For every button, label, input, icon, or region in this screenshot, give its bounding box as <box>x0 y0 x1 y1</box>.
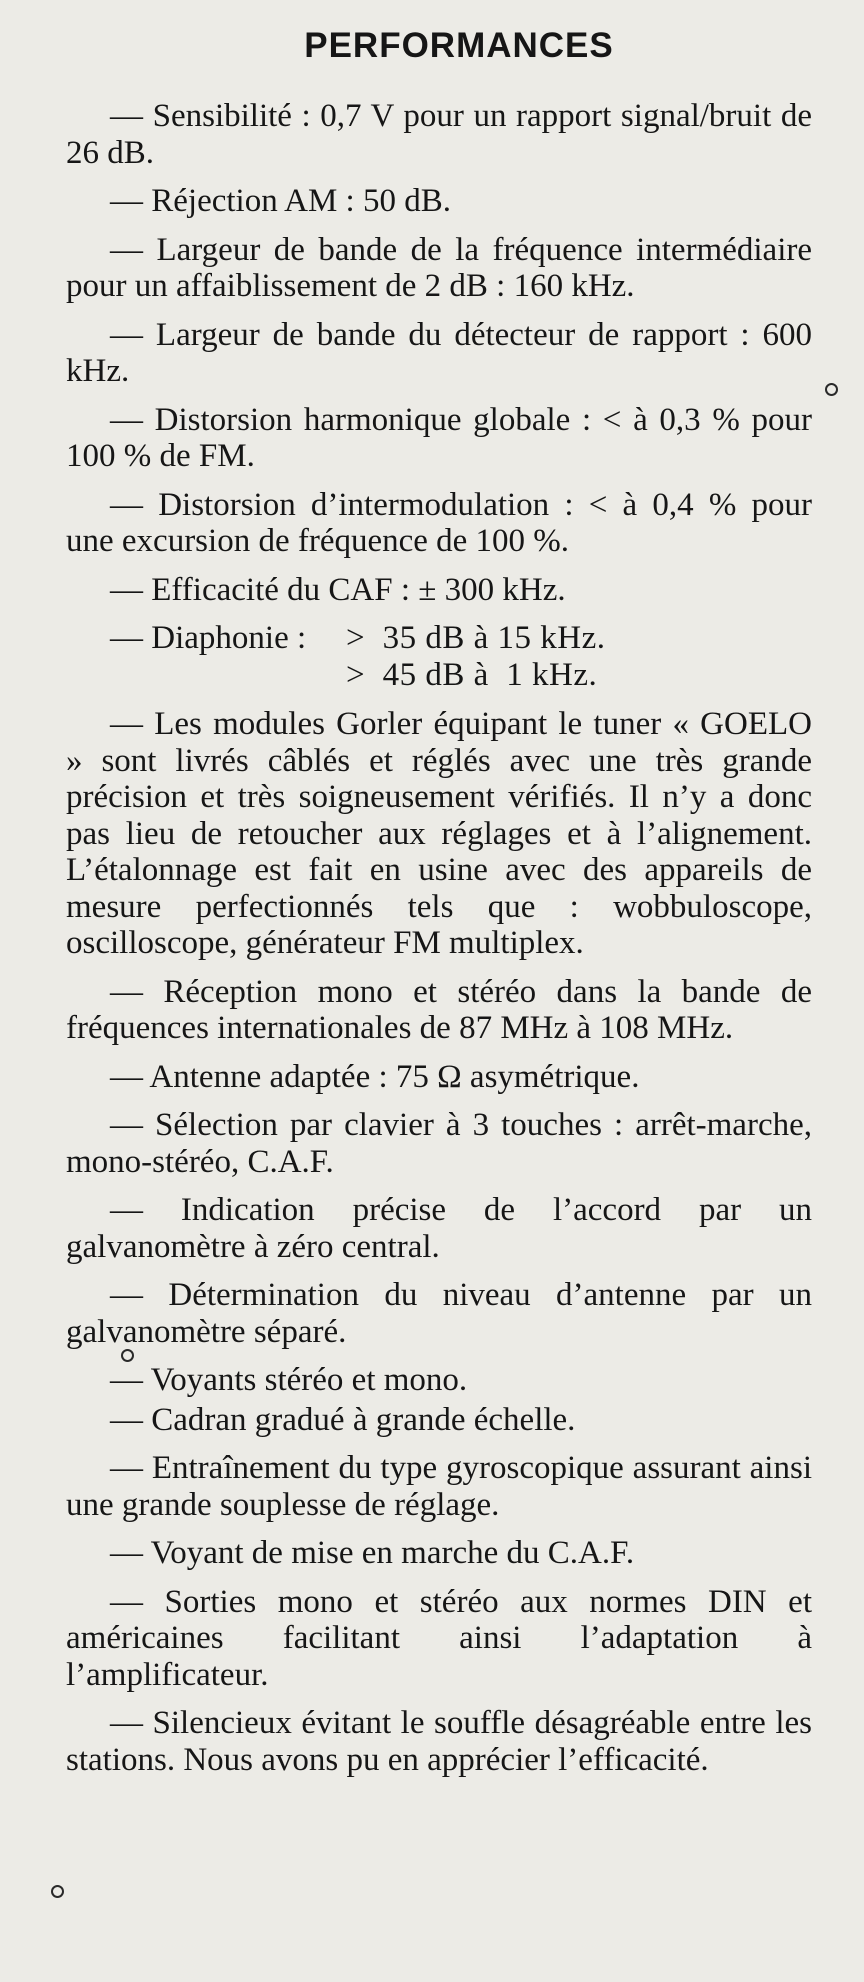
spec-efficacite-caf: — Efficacité du CAF : ± 300 kHz. <box>110 571 566 608</box>
print-speckle <box>51 1885 64 1898</box>
feature-sorties: — Sorties mono et stéréo aux normes DIN et américaines facilitant ainsi l’adaptation à l’amplificateur. <box>66 1583 812 1693</box>
feature-antenne: — Antenne adaptée : 75 Ω asymétrique. <box>110 1058 640 1095</box>
feature-selection-clavier: — Sélection par clavier à 3 touches : arrêt-marche, mono-stéréo, C.A.F. <box>66 1107 812 1180</box>
diaphonie-value-2: > 45 dB à 1 kHz. <box>346 657 598 693</box>
spec-distorsion-harmonique: — Distorsion harmonique globale : < à 0,3 % pour 100 % de FM. <box>66 401 812 474</box>
diaphonie-row-2 <box>66 657 812 694</box>
page-title: PERFORMANCES <box>304 26 614 65</box>
feature-niveau-antenne: — Détermination du niveau d’antenne par un galvanomètre séparé. <box>66 1277 812 1350</box>
feature-cadran: — Cadran gradué à grande échelle. <box>110 1401 576 1438</box>
spec-sensibilite: — Sensibilité : 0,7 V pour un rapport signal/bruit de 26 dB. <box>66 98 812 171</box>
diaphonie-row-1 <box>66 620 812 657</box>
diaphonie-value-1: > 35 dB à 15 kHz. <box>346 620 606 656</box>
diaphonie-label: — Diaphonie : <box>110 620 307 656</box>
feature-modules-gorler: — Les modules Gorler équipant le tuner « GOELO » sont livrés câblés et réglés avec une très grande précision et très soigneusement vérifiés. Il n’y a donc pas lieu de retoucher aux réglages et à l’alignement. L’étalonnage est fait en usine avec des appareils de mesure perfectionnés tels que : wobbuloscope, oscilloscope, générateur FM multiplex. <box>66 706 812 961</box>
print-speckle <box>825 383 838 396</box>
spec-largeur-detecteur: — Largeur de bande du détecteur de rapport : 600 kHz. <box>66 316 812 389</box>
print-speckle <box>121 1349 134 1362</box>
spec-diaphonie <box>66 620 812 694</box>
spec-rejection-am: — Réjection AM : 50 dB. <box>110 183 451 219</box>
spec-largeur-fi: — Largeur de bande de la fréquence intermédiaire pour un affaiblissement de 2 dB : 160 kHz. <box>66 231 812 304</box>
feature-indication-accord: — Indication précise de l’accord par un galvanomètre à zéro central. <box>66 1192 812 1265</box>
feature-voyants: — Voyants stéréo et mono. <box>110 1362 468 1398</box>
feature-silencieux: — Silencieux évitant le souffle désagréable entre les stations. Nous avons pu en apprécier l’efficacité. <box>66 1705 812 1778</box>
feature-reception: — Réception mono et stéréo dans la bande de fréquences internationales de 87 MHz à 108 MHz. <box>66 973 812 1046</box>
diaphonie-spacer <box>66 657 346 694</box>
feature-entrainement: — Entraînement du type gyroscopique assurant ainsi une grande souplesse de réglage. <box>66 1450 812 1523</box>
feature-voyant-caf: — Voyant de mise en marche du C.A.F. <box>110 1535 635 1571</box>
spec-distorsion-intermodulation: — Distorsion d’intermodulation : < à 0,4 % pour une excursion de fréquence de 100 %. <box>66 486 812 559</box>
